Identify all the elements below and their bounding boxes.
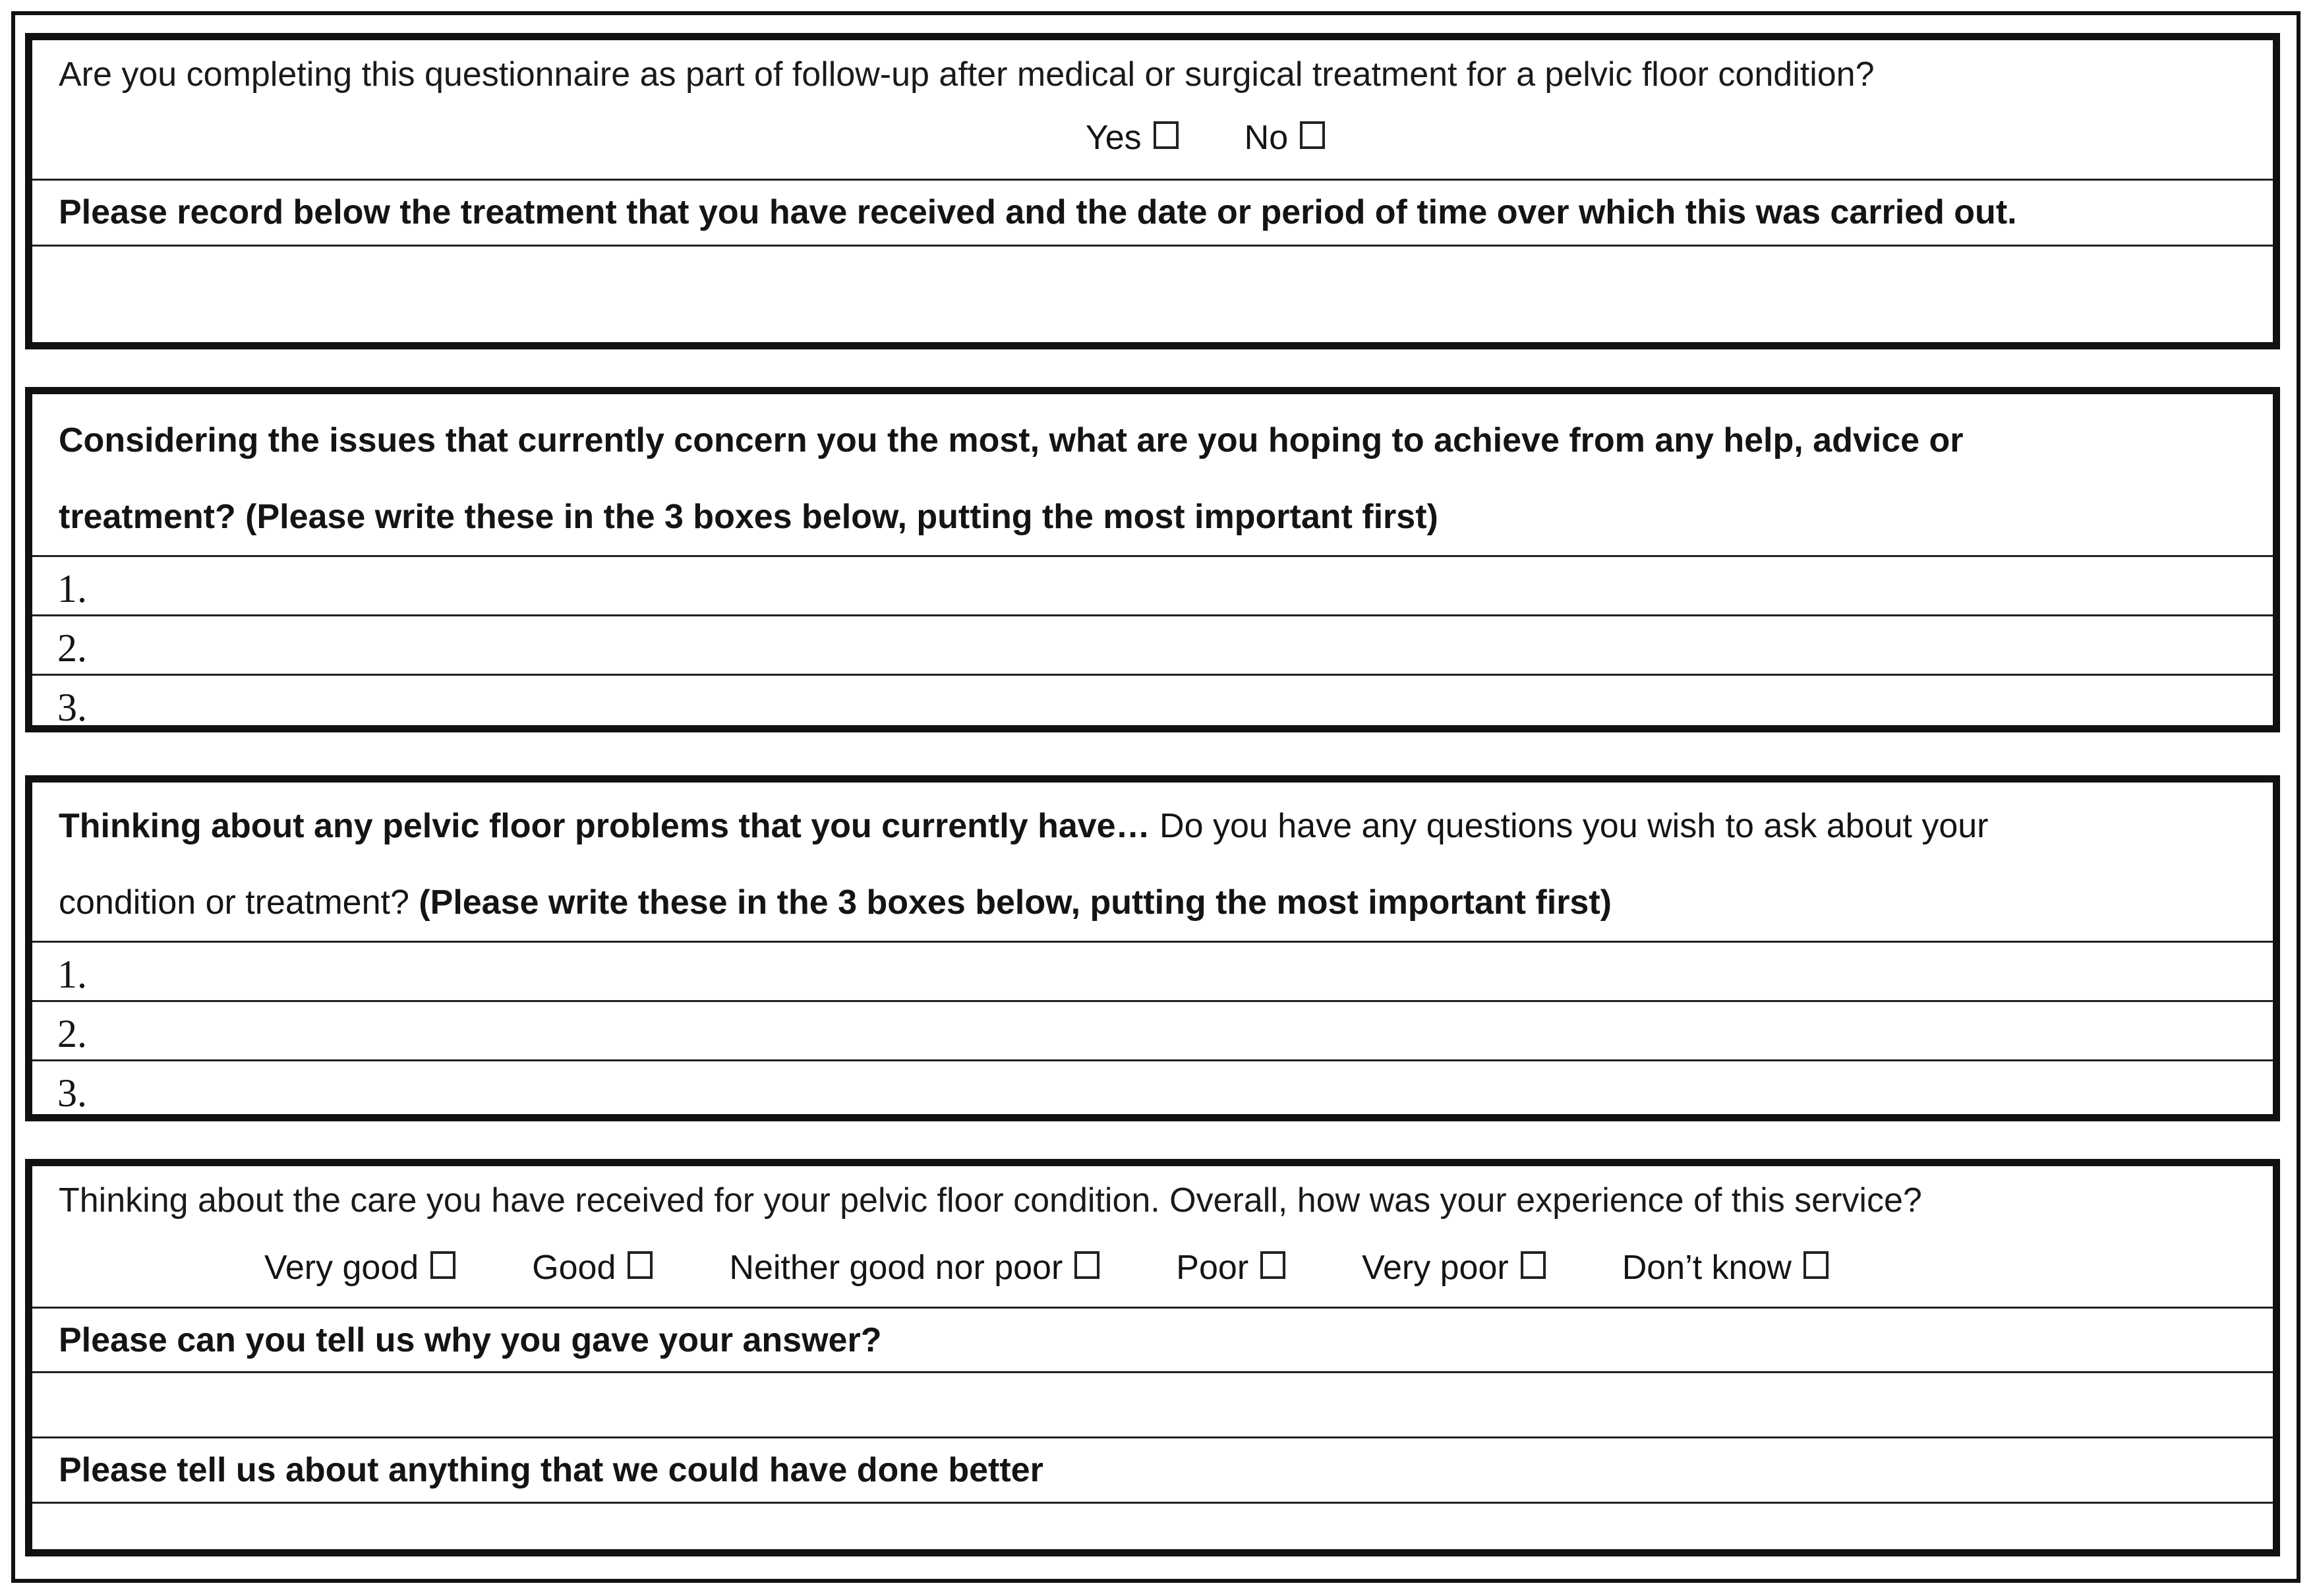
dont-know-label: Don’t know [1622, 1249, 1792, 1287]
question-item-3[interactable] [32, 1061, 2273, 1121]
goal-number-3: 3. [57, 686, 87, 729]
no-option[interactable] [1245, 118, 1325, 158]
questions-line1-normal: Do you have any questions you wish to ask about your [1150, 807, 1989, 845]
yes-label: Yes [1085, 119, 1142, 157]
experience-options [32, 1236, 2273, 1299]
follow-up-options [32, 106, 2273, 169]
why-answer-field[interactable] [32, 1373, 2273, 1438]
very-good-label: Very good [264, 1249, 419, 1287]
better-prompt-row [32, 1438, 2273, 1504]
experience-question: Thinking about the care you have received for your pelvic floor condition. Overall, how was your experience of this service? [59, 1181, 1922, 1220]
good-option[interactable] [532, 1248, 653, 1287]
follow-up-question: Are you completing this questionnaire as part of follow-up after medical or surgical treatment for a pelvic floor condition? [59, 55, 1875, 94]
goals-question-row [32, 394, 2273, 557]
goal-item-2[interactable] [32, 616, 2273, 676]
poor-checkbox[interactable] [1260, 1251, 1285, 1279]
dont-know-option[interactable] [1622, 1248, 1829, 1287]
neither-label: Neither good nor poor [729, 1249, 1063, 1287]
neither-option[interactable] [729, 1248, 1099, 1287]
goals-question-line1: Considering the issues that currently concern you the most, what are you hoping to achieve from any help, advice or [59, 421, 1964, 459]
follow-up-question-row [32, 40, 2273, 181]
goals-question-line2: treatment? (Please write these in the 3 boxes below, putting the most important first) [59, 498, 1438, 536]
why-prompt: Please can you tell us why you gave your answer? [59, 1321, 882, 1359]
yes-checkbox[interactable] [1154, 121, 1179, 149]
question-item-1[interactable] [32, 943, 2273, 1002]
good-checkbox[interactable] [628, 1251, 653, 1279]
question-number-2: 2. [57, 1012, 87, 1055]
very-good-option[interactable] [264, 1248, 455, 1287]
question-number-3: 3. [57, 1071, 87, 1115]
questions-line2-normal: condition or treatment? [59, 883, 419, 922]
goal-item-3[interactable] [32, 676, 2273, 735]
good-label: Good [532, 1249, 616, 1287]
experience-question-row [32, 1166, 2273, 1309]
questions-question-row [32, 783, 2273, 943]
questions-question-line1 [32, 788, 2273, 864]
goal-number-1: 1. [57, 567, 87, 610]
treatment-record-prompt: Please record below the treatment that you have received and the date or period of time over which this was carried out. [59, 193, 2017, 231]
follow-up-section [25, 33, 2280, 349]
very-poor-label: Very poor [1362, 1249, 1509, 1287]
question-item-2[interactable] [32, 1002, 2273, 1061]
very-poor-checkbox[interactable] [1521, 1251, 1546, 1279]
experience-section [25, 1159, 2280, 1556]
poor-label: Poor [1176, 1249, 1249, 1287]
goals-section [25, 387, 2280, 732]
question-number-1: 1. [57, 953, 87, 996]
very-poor-option[interactable] [1362, 1248, 1546, 1287]
dont-know-checkbox[interactable] [1803, 1251, 1829, 1279]
goal-number-2: 2. [57, 626, 87, 670]
better-answer-field[interactable] [32, 1504, 2273, 1549]
very-good-checkbox[interactable] [430, 1251, 455, 1279]
yes-option[interactable] [1086, 118, 1179, 158]
no-label: No [1244, 119, 1289, 157]
no-checkbox[interactable] [1300, 121, 1325, 149]
better-prompt: Please tell us about anything that we could have done better [59, 1451, 1043, 1489]
poor-option[interactable] [1176, 1248, 1285, 1287]
questions-question-line2 [32, 864, 2273, 941]
neither-checkbox[interactable] [1074, 1251, 1099, 1279]
questions-line2-bold: (Please write these in the 3 boxes below, putting the most important first) [419, 883, 1612, 922]
questions-line1-bold: Thinking about any pelvic floor problems that you currently have… [59, 807, 1150, 845]
treatment-record-row [32, 181, 2273, 247]
why-prompt-row [32, 1309, 2273, 1373]
questions-section [25, 775, 2280, 1121]
goal-item-1[interactable] [32, 557, 2273, 616]
treatment-record-field[interactable] [32, 247, 2273, 342]
